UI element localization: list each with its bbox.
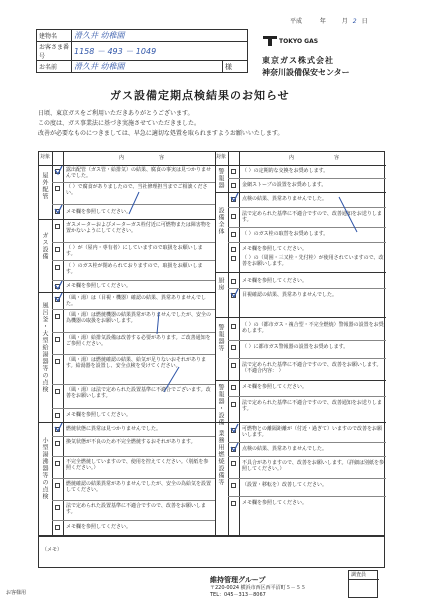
info-value: 1158 － 493 － 1049 bbox=[72, 42, 248, 61]
logo-text: TOKYO GAS bbox=[279, 38, 319, 45]
right-item: 法で定められた基準に不適合ですので、改善をお願いします。（不適合内容： ） bbox=[242, 362, 382, 375]
right-item: 法で定められた基準に不適合ですので、改善通知をお送りします。 bbox=[242, 211, 382, 224]
info-row-building bbox=[37, 30, 248, 42]
bottom-left-label: お客様用 bbox=[6, 590, 27, 596]
date-year-unit: 年 bbox=[319, 18, 326, 25]
customer-info-table bbox=[36, 29, 248, 73]
left-section-title: 小型湯沸器等の点検 bbox=[41, 437, 48, 500]
left-section-title: 屋外配管 bbox=[41, 172, 48, 200]
date-day-value: 2 bbox=[352, 18, 357, 25]
right-item: 点検の結果、異常ありませんでした。 bbox=[242, 446, 328, 452]
right-item: （ ）に都市ガス警報器の設置をお奨めします。 bbox=[242, 344, 349, 350]
left-section-title: ガス設備 bbox=[41, 232, 48, 260]
company-name: 東京ガス株式会社 bbox=[262, 56, 334, 65]
left-item: （風・湯）は燃焼機器の結果異常がありませんでしたが、安全の為機器の取扱をお願いします。 bbox=[66, 312, 212, 325]
left-item: 燃焼状態に異常は見つかりませんでした。 bbox=[66, 426, 162, 432]
right-item: メモ欄を参照してください。 bbox=[242, 384, 308, 390]
right-section-title: 厨房 bbox=[217, 277, 224, 291]
left-item: （風・湯）は法で定められた設置基準に不適合でございます。改善をお願いします。 bbox=[66, 387, 211, 400]
left-item: （ ）が（屋内・専有者）にしていますので取扱をお願いします。 bbox=[66, 245, 203, 258]
date-month-unit: 月 bbox=[341, 18, 348, 25]
header-left-1: 内 bbox=[119, 155, 125, 161]
col-head-right: 対象 bbox=[216, 154, 227, 160]
intro-text bbox=[38, 110, 388, 137]
right-section-title: 業務用燃焼設備等 bbox=[217, 430, 224, 486]
info-label: お名前 bbox=[37, 61, 72, 73]
right-item: 金網ストーブの設置をお奨めします。 bbox=[242, 182, 327, 188]
right-section-title: 警報器・設備 bbox=[217, 384, 224, 426]
left-item: メモ欄を参照してください。 bbox=[66, 524, 132, 530]
right-item: （ ）のガス栓の取替をお奨めします。 bbox=[242, 231, 329, 237]
header-right-1: 内 bbox=[289, 155, 295, 161]
left-item: （ ）のガス栓が閉められておりますので、取扱をお願いします。 bbox=[66, 263, 203, 276]
right-item: 可燃物との離隔距離が（付近・過ぎて）いますので改善をお願いします。 bbox=[242, 426, 383, 439]
info-value: 滑久井 幼稚園 bbox=[72, 30, 248, 42]
left-item: （風・湯）給排気設備は改善する必要があります。ご改善通知をご参照ください。 bbox=[66, 335, 211, 348]
date-day-unit: 日 bbox=[361, 18, 368, 25]
stamp-label: 調査員 bbox=[351, 572, 367, 578]
left-item: メモ欄を参照してください。 bbox=[66, 412, 132, 418]
right-item: メモ欄を参照してください。 bbox=[242, 246, 308, 252]
company-dept: 神奈川設備保安センター bbox=[262, 68, 350, 77]
right-section-title: 設備全体 bbox=[217, 207, 224, 235]
page-title: ガス設備定期点検結果のお知らせ bbox=[110, 89, 290, 102]
info-suffix: 様 bbox=[223, 61, 248, 73]
left-item: （風・湯）は燃焼確認の結果、給気が足りないおそれがあります。給湯器を設置し、安全点検を受けてください。 bbox=[66, 357, 207, 370]
footer-group: 維持管理グループ bbox=[210, 576, 266, 584]
left-item: 燃焼確認の結果異常がありませんでしたが、安全の為給気を設置してください。 bbox=[66, 481, 212, 494]
tokyo-gas-logo bbox=[263, 36, 319, 56]
right-item: 法で定められた基準に不適合ですので、改善通知をお送りします。 bbox=[242, 400, 382, 413]
right-item: （ ）の（周囲・三又栓・先付栓）が使用されていますので、改善をお願いします。 bbox=[242, 255, 384, 268]
footer-address: 〒220-0024 横浜市西区西平沼町５－５５ bbox=[210, 585, 306, 591]
left-item: 換気状態が不良のため不完全燃焼するおそれがあります。 bbox=[66, 439, 196, 445]
inspector-stamp-box bbox=[348, 570, 378, 598]
left-item: 不完全燃焼していますので、使用を控えてください。（別紙を参照ください。） bbox=[66, 459, 209, 472]
left-item: ガスメーターおよびメーターガス栓付近に可燃物または障害物を置かないようにしてください。 bbox=[66, 222, 211, 235]
memo-area[interactable] bbox=[38, 536, 385, 568]
left-item: （ ）で腐食がありましたので、当社修理担当までご相談ください。 bbox=[66, 184, 208, 197]
inspection-table bbox=[38, 151, 385, 536]
info-label: 建物名 bbox=[37, 30, 72, 42]
left-item: 露出配管（ガス管・給排気）の結果、腐食の事実は見つかりませんでした。 bbox=[66, 167, 212, 180]
info-row-customer-no bbox=[37, 42, 248, 61]
flame-logo-icon bbox=[263, 36, 277, 46]
intro-line: 改善が必要なものにつきましては、早急に適切な処置を取られますようお願いいたします。 bbox=[38, 130, 284, 137]
header-left-2: 容 bbox=[159, 155, 165, 161]
col-head-left: 対象 bbox=[40, 154, 51, 160]
left-item: （風・湯）は（目視・機器）確認の結果、異常ありませんでした。 bbox=[66, 295, 207, 308]
info-row-name bbox=[37, 61, 248, 73]
right-item: 点検の結果、異常ありませんでした。 bbox=[242, 196, 328, 202]
intro-line: 日頃、東京ガスをご利用いただきありがとうございます。 bbox=[38, 110, 194, 117]
footer-tel: TEL：045－313－8067 bbox=[210, 592, 266, 598]
header-right-2: 容 bbox=[334, 155, 340, 161]
right-item: 不具合がありますので、改善をお願いします。（詳細は別紙を参照してください。） bbox=[242, 460, 385, 473]
left-item: メモ欄を参照してください。 bbox=[66, 283, 132, 289]
right-item: メモ欄を参照してください。 bbox=[242, 278, 308, 284]
right-section-title: 警報器等 bbox=[217, 324, 224, 352]
info-label: お客さま番号 bbox=[37, 42, 72, 61]
intro-line: この度は、ガス事業法に基づき実施させていただきました。 bbox=[38, 120, 201, 127]
right-item: （ ）の（都市ガス・複合型・不完全燃焼）警報器の設置をお奨めします。 bbox=[242, 322, 384, 335]
handwritten-marks bbox=[39, 152, 386, 537]
right-item: 目視確認の結果、異常ありませんでした。 bbox=[242, 292, 338, 298]
date-line bbox=[290, 18, 410, 25]
left-section-title: 風呂釜・大型給湯器等の点検 bbox=[41, 302, 48, 393]
left-item: メモ欄を参照してください。 bbox=[66, 209, 132, 215]
memo-label: （メモ） bbox=[42, 547, 63, 553]
right-item: メモ欄を参照してください。 bbox=[242, 500, 308, 506]
info-value: 滑久井 幼稚園 bbox=[72, 61, 223, 73]
date-era: 平成 bbox=[290, 18, 303, 25]
right-section-title: 警報器 bbox=[217, 168, 224, 189]
right-item: （設置・移転を）改善してください。 bbox=[242, 482, 328, 488]
left-item: 法で定められた設置基準に不適合ですので、改善をお願いします。 bbox=[66, 503, 206, 516]
right-item: （ ）の定期的な交換をお奨めします。 bbox=[242, 168, 329, 174]
